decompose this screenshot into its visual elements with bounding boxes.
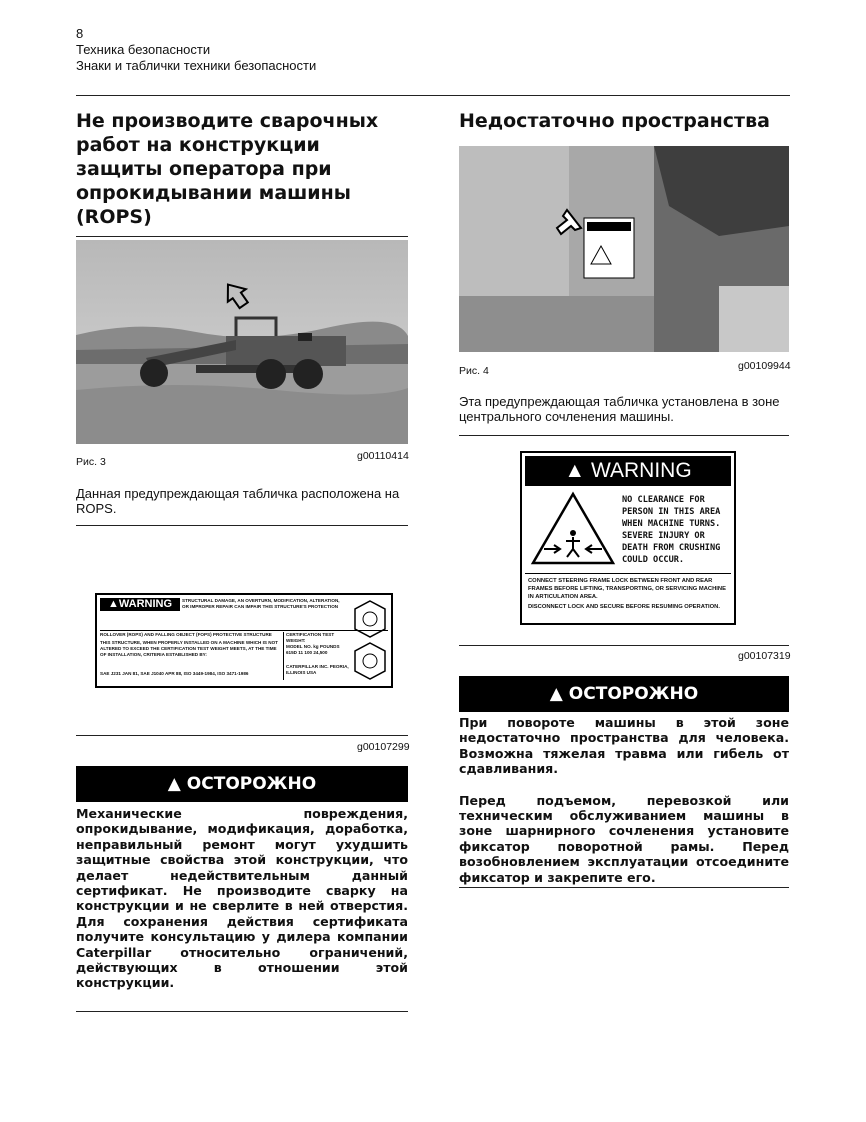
right-warning-text xyxy=(459,715,789,885)
right-rule-2 xyxy=(459,645,789,646)
fig4-label: Рис. 4 xyxy=(459,365,489,377)
decal-line: NO CLEARANCE FOR xyxy=(622,495,705,505)
warning-triangle-icon: ▲ xyxy=(549,684,563,704)
rops-decal-code: g00107299 xyxy=(357,741,410,753)
crush-decal-divider xyxy=(525,573,731,574)
cert-title: CERTIFICATION TEST WEIGHT: xyxy=(286,632,335,643)
cert-maker: CATERPILLAR INC. PEORIA, ILLINOIS USA xyxy=(286,664,349,675)
fig3-code: g00110414 xyxy=(357,450,409,462)
rops-cert-box xyxy=(283,632,350,680)
rops-decal-text1-cont xyxy=(100,612,347,629)
rops-decal-text2: ROLLOVER (ROPS) AND FALLING OBJECT (FOPS) PROTECTIVE STRUCTURE xyxy=(100,632,272,637)
decal-line: PERSON IN THIS AREA xyxy=(622,507,721,517)
right-rule-1 xyxy=(459,435,789,436)
header-rule xyxy=(76,95,790,96)
rops-warning-decal xyxy=(95,593,393,688)
warning-triangle-icon: ▲ xyxy=(167,774,181,794)
rops-pictogram-icons xyxy=(353,599,387,683)
crush-decal-lines xyxy=(622,494,728,566)
rops-decal-text4: SAE J231 JAN 81, SAE J1040 APR 88, ISO 3449-1984, ISO 3471-1986 xyxy=(100,671,249,676)
fig3-label: Рис. 3 xyxy=(76,456,106,468)
warning-triangle-icon: ▲ xyxy=(107,598,119,610)
left-caption: Данная предупреждающая табличка расположена на ROPS. xyxy=(76,486,400,516)
section-title: Техника безопасности xyxy=(76,42,211,57)
left-warning-text: Механические повреждения, опрокидывание, модификация, доработка, неправильный ремонт могут ухудшить защитные свойства этой конструкции, что делает недействительным данный сертификат. Не производите сварку на конструкции и не сверлите в ней отверстия. Для сохранения действия сертификата получите консультацию у дилера компании Caterpillar относительно ограничений, действующих в отношении этой конструкции. xyxy=(76,806,408,991)
subsection-title: Знаки и таблички техники безопасности xyxy=(76,58,317,73)
articulation-photo xyxy=(459,146,789,352)
crush-decal-bottom1: CONNECT STEERING FRAME LOCK BETWEEN FRONT AND REAR FRAMES BEFORE LIFTING, TRANSPORTING, OR SERVICING MACHINE IN ARTICULATION AREA. xyxy=(528,578,726,600)
crush-decal-bottom2: DISCONNECT LOCK AND SECURE BEFORE RESUMING OPERATION. xyxy=(528,604,720,610)
left-heading: Не производите сварочных работ на конструкции защиты оператора при опрокидывании машины (ROPS) xyxy=(76,110,379,228)
crush-warning-decal xyxy=(520,451,736,625)
crush-decal-code: g00107319 xyxy=(738,650,791,662)
right-caption: Эта предупреждающая табличка установлена в зоне центрального сочленения машины. xyxy=(459,394,780,424)
grader-photo xyxy=(76,240,408,444)
decal-line: WHEN MACHINE TURNS. xyxy=(622,519,721,529)
fig4-code: g00109944 xyxy=(738,360,791,372)
right-warning-title: ОСТОРОЖНО xyxy=(568,684,699,704)
rops-decal-divider xyxy=(100,630,388,631)
rops-decal-title: ▲WARNING xyxy=(100,598,180,611)
left-rule-2 xyxy=(76,525,408,526)
left-rule-1 xyxy=(76,236,408,237)
rops-decal-text1: STRUCTURAL DAMAGE, AN OVERTURN, MODIFICATION, ALTERATION, OR IMPROPER REPAIR CAN IMPAIR THIS STRUCTURE'S PROTECTION xyxy=(182,598,340,609)
left-warning-bar xyxy=(76,766,408,802)
cert-row: 615D 11 100 24,500 xyxy=(286,650,328,655)
right-warning-para2: Перед подъемом, перевозкой или техническим обслуживанием машины в зоне шарнирного сочленения установите фиксатор поворотной рамы. Перед возобновлением эксплуатации отсоедините фиксатор и закрепите его. xyxy=(459,792,789,885)
right-warning-para1: При повороте машины в этой зоне недостаточно пространства для человека. Возможна тяжелая травма или гибель от сдавливания. xyxy=(459,715,789,777)
decal-line: SEVERE INJURY OR xyxy=(622,531,705,541)
rops-decal-text3: THIS STRUCTURE, WHEN PROPERLY INSTALLED ON A MACHINE WHICH IS NOT ALTERED TO EXCEED THE CERTIFICATION TEST WEIGHT MEETS, AT THE TIME OF INSTALLATION, CRITERIA ESTABLISHED BY: xyxy=(100,640,278,657)
left-rule-4 xyxy=(76,1011,408,1012)
left-rule-3 xyxy=(76,735,408,736)
cert-header: MODEL NO. kg POUNDS xyxy=(286,644,340,649)
right-rule-3 xyxy=(459,887,789,888)
warning-triangle-icon: ▲ xyxy=(564,459,586,482)
crush-decal-title: ▲ WARNING xyxy=(525,456,731,486)
right-heading: Недостаточно пространства xyxy=(459,110,770,132)
decal-line: COULD OCCUR. xyxy=(622,555,685,565)
right-warning-bar xyxy=(459,676,789,712)
left-warning-title: ОСТОРОЖНО xyxy=(186,774,317,794)
page-number: 8 xyxy=(76,26,84,41)
crush-hazard-pictogram xyxy=(530,491,616,567)
decal-line: DEATH FROM CRUSHING xyxy=(622,543,721,553)
